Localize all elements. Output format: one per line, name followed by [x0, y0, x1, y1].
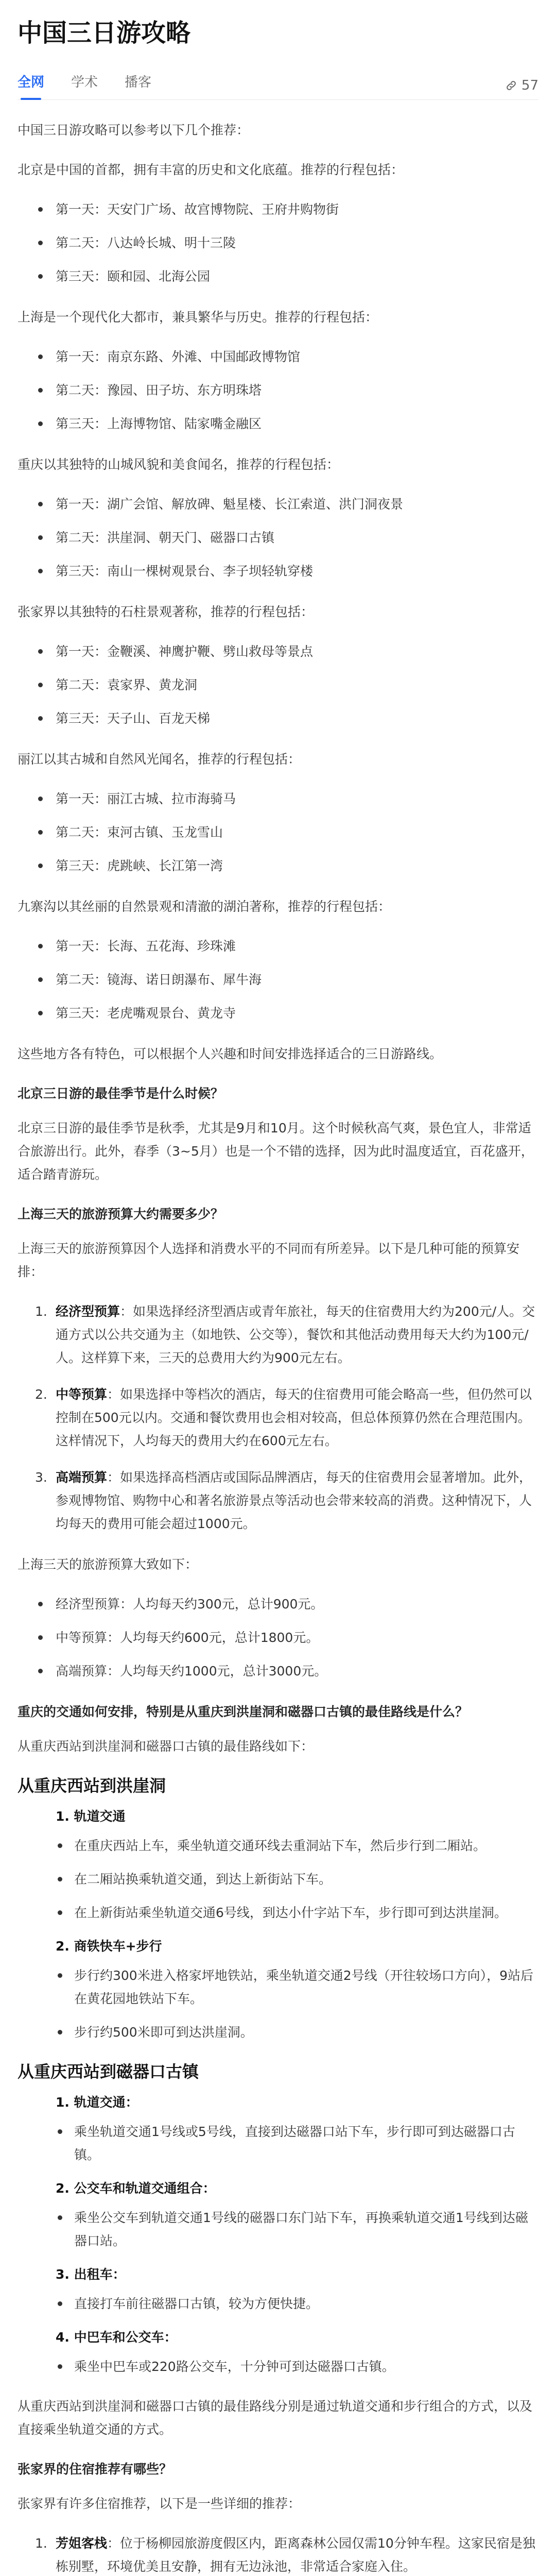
- section-heading: 从重庆西站到磁器口古镇: [18, 2062, 199, 2081]
- list-item: 在重庆西站上车，乘坐轨道交通环线去重洞站下车，然后步行到二厢站。: [18, 1834, 538, 1857]
- list-item: 第一天：长海、五花海、珍珠滩: [18, 935, 538, 958]
- hotel-list: [18, 2532, 538, 2576]
- answer-body: [18, 100, 538, 2576]
- zhangjiajie-desc: 张家界以其独特的石柱景观著称，推荐的行程包括：: [18, 604, 314, 619]
- chongqing-list: [18, 493, 538, 583]
- budget-list: [18, 1300, 538, 1535]
- section-heading: 从重庆西站到洪崖洞: [18, 1776, 166, 1795]
- answer-text: 北京三日游的最佳季节是秋季，尤其是9月和10月。这个时候秋高气爽，景色宜人，非常适合旅游出行。此外，春季（3~5月）也是一个不错的选择，因为此时温度适宜，百花盛开，适合踏青游玩。: [18, 1121, 534, 1182]
- route-option: 1. 轨道交通: [56, 1809, 126, 1824]
- list-item: 步行约500米即可到达洪崖洞。: [18, 2021, 538, 2044]
- list-item: 第一天：丽江古城、拉市海骑马: [18, 787, 538, 810]
- answer-text: 张家界有许多住宿推荐，以下是一些详细的推荐：: [18, 2496, 301, 2511]
- route-option: 1. 轨道交通：: [56, 2095, 138, 2110]
- list-item: 第二天：八达岭长城、明十三陵: [18, 231, 538, 255]
- list-item: 第一天：金鞭溪、神鹰护鞭、劈山救母等景点: [18, 640, 538, 663]
- lijiang-list: [18, 787, 538, 877]
- list-item: 乘坐轨道交通1号线或5号线，直接到达磁器口站下车，步行即可到达磁器口古镇。: [18, 2120, 538, 2166]
- question-heading: 重庆的交通如何安排，特别是从重庆到洪崖洞和磁器口古镇的最佳路线是什么？: [18, 1704, 468, 1719]
- list-item: 第一天：南京东路、外滩、中国邮政博物馆: [18, 345, 538, 368]
- tab-bar: [18, 71, 538, 100]
- tab-all[interactable]: 全网: [18, 71, 44, 100]
- view-count-value: 57: [521, 77, 538, 93]
- route-option: 2. 公交车和轨道交通组合：: [56, 2181, 216, 2196]
- intro-text: 中国三日游攻略可以参考以下几个推荐：: [18, 123, 250, 138]
- list-item: 第二天：镜海、诺日朗瀑布、犀牛海: [18, 968, 538, 991]
- list-item: 第三天：虎跳峡、长江第一湾: [18, 854, 538, 877]
- route-steps: [18, 2120, 538, 2166]
- list-item: 乘坐公交车到轨道交通1号线的磁器口东门站下车，再换乘轨道交通1号线到达磁器口站。: [18, 2206, 538, 2252]
- list-item: 中等预算：人均每天约600元，总计1800元。: [18, 1626, 538, 1649]
- route-steps: [18, 2206, 538, 2252]
- list-item: 在上新街站乘坐轨道交通6号线，到达小什字站下车，步行即可到达洪崖洞。: [18, 1901, 538, 1924]
- lijiang-desc: 丽江以其古城和自然风光闻名，推荐的行程包括：: [18, 752, 301, 767]
- route-steps: [18, 1964, 538, 2044]
- list-item: 1. 芳姐客栈：位于杨柳园旅游度假区内，距离森林公园仅需10分钟车程。这家民宿是独栋别墅，环境优美且安静，拥有无边泳池，非常适合家庭入住。: [35, 2536, 535, 2574]
- question-heading: 张家界的住宿推荐有哪些？: [18, 2462, 172, 2477]
- answer-text: 上海三天的旅游预算大致如下：: [18, 1557, 198, 1572]
- answer-text: 从重庆西站到洪崖洞和磁器口古镇的最佳路线分别是通过轨道交通和步行组合的方式，以及直接乘坐轨道交通的方式。: [18, 2399, 533, 2437]
- list-item: 第一天：天安门广场、故宫博物院、王府井购物街: [18, 198, 538, 221]
- route-option: 4. 中巴车和公交车：: [56, 2330, 177, 2345]
- link-icon: [505, 79, 517, 92]
- page-title: 中国三日游攻略: [18, 19, 191, 47]
- list-item: 第二天：袁家界、黄龙洞: [18, 673, 538, 697]
- shanghai-desc: 上海是一个现代化大都市，兼具繁华与历史。推荐的行程包括：: [18, 310, 378, 325]
- list-item: 3. 高端预算：如果选择高档酒店或国际品牌酒店，每天的住宿费用会显著增加。此外，参观博物馆、购物中心和著名旅游景点等活动也会带来较高的消费。这种情况下，人均每天的费用可能会超过1000元。: [35, 1470, 532, 1531]
- route-option: 2. 商铁快车+步行: [56, 1939, 162, 1954]
- list-item: 第三天：南山一棵树观景台、李子坝轻轨穿楼: [18, 560, 538, 583]
- list-item: 第二天：洪崖洞、朝天门、磁器口古镇: [18, 526, 538, 549]
- list-item: 第三天：老虎嘴观景台、黄龙寺: [18, 1002, 538, 1025]
- route-steps: [18, 1834, 538, 1924]
- list-item: 经济型预算：人均每天约300元，总计900元。: [18, 1592, 538, 1616]
- list-item: 1. 经济型预算：如果选择经济型酒店或青年旅社，每天的住宿费用大约为200元/人。交通方式以公共交通为主（如地铁、公交等），餐饮和其他活动费用每天大约为100元/人。这样算下来，三天的总费用大约为900元左右。: [35, 1304, 535, 1365]
- jiuzhaigou-desc: 九寨沟以其丝丽的自然景观和清澈的湖泊著称，推荐的行程包括：: [18, 899, 391, 914]
- list-item: 乘坐中巴车或220路公交车，十分钟可到达磁器口古镇。: [18, 2355, 538, 2378]
- list-item: 第二天：豫园、田子坊、东方明珠塔: [18, 379, 538, 402]
- view-count[interactable]: [505, 74, 538, 97]
- list-item: 在二厢站换乘轨道交通，到达上新街站下车。: [18, 1868, 538, 1891]
- list-item: 步行约300米进入格家坪地铁站，乘坐轨道交通2号线（开往较场口方向），9站后在黄花园地铁站下车。: [18, 1964, 538, 2010]
- shanghai-list: [18, 345, 538, 435]
- route-steps: [18, 2355, 538, 2378]
- route-block: [18, 1805, 538, 2044]
- chongqing-desc: 重庆以其独特的山城风貌和美食闻名，推荐的行程包括：: [18, 457, 340, 472]
- answer-text: 从重庆西站到洪崖洞和磁器口古镇的最佳路线如下：: [18, 1739, 314, 1754]
- jiuzhaigou-list: [18, 935, 538, 1025]
- beijing-list: [18, 198, 538, 288]
- tab-academic[interactable]: 学术: [71, 74, 98, 90]
- list-item: 直接打车前往磁器口古镇，较为方便快捷。: [18, 2292, 538, 2315]
- tab-podcast[interactable]: 播客: [125, 74, 152, 90]
- question-heading: 上海三天的旅游预算大约需要多少？: [18, 1207, 224, 1222]
- route-steps: [18, 2292, 538, 2315]
- list-item: 第三天：颐和园、北海公园: [18, 265, 538, 288]
- list-item: 第一天：湖广会馆、解放碑、魁星楼、长江索道、洪门洞夜景: [18, 493, 538, 516]
- list-item: 高端预算：人均每天约1000元，总计3000元。: [18, 1659, 538, 1683]
- question-heading: 北京三日游的最佳季节是什么时候？: [18, 1086, 224, 1101]
- summary-text: 这些地方各有特色，可以根据个人兴趣和时间安排选择适合的三日游路线。: [18, 1046, 443, 1061]
- beijing-desc: 北京是中国的首都，拥有丰富的历史和文化底蕴。推荐的行程包括：: [18, 162, 404, 177]
- budget-totals: [18, 1592, 538, 1683]
- list-item: 第三天：天子山、百龙天梯: [18, 707, 538, 730]
- list-item: 第三天：上海博物馆、陆家嘴金融区: [18, 412, 538, 435]
- answer-text: 上海三天的旅游预算因个人选择和消费水平的不同而有所差异。以下是几种可能的预算安排：: [18, 1241, 520, 1279]
- zhangjiajie-list: [18, 640, 538, 730]
- route-block: [18, 2091, 538, 2378]
- list-item: 第二天：束河古镇、玉龙雪山: [18, 821, 538, 844]
- list-item: 2. 中等预算：如果选择中等档次的酒店，每天的住宿费用可能会略高一些，但仍然可以控制在500元以内。交通和餐饮费用也会相对较高，但总体预算仍然在合理范围内。这样情况下，人均每天的费用大约在600元左右。: [35, 1387, 532, 1448]
- route-option: 3. 出租车：: [56, 2267, 126, 2282]
